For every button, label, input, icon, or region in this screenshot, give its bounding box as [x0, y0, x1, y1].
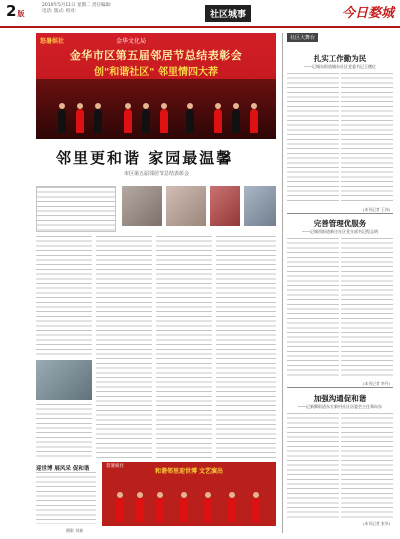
dancer-figure [76, 109, 84, 133]
body-text-column [341, 413, 393, 518]
stage-scene [36, 79, 276, 139]
event-photo [210, 186, 240, 226]
article-title: 邻里更和谐 家园最温馨 [56, 149, 234, 167]
story-author: (本刊记者 张华) [363, 521, 390, 526]
summary-box [36, 186, 116, 232]
dancer-figure [250, 109, 258, 133]
masthead [0, 0, 400, 28]
story-subtitle: ——记城西街道新庄社区党支部书记程志明 [302, 229, 378, 234]
page-number-value: 2 [6, 2, 17, 20]
divider [287, 213, 393, 214]
story-author: (本刊记者 王伟) [363, 207, 390, 212]
hero-headline: 金华市区第五届邻居节总结表彰会 [69, 49, 243, 62]
dancer-figure [186, 109, 194, 133]
column-kicker: 社区大舞台 [287, 33, 318, 42]
section-label: 社区城事 [205, 5, 251, 22]
story-subtitle: ——记城东街道城东社区党委书记王德亿 [304, 64, 376, 69]
story-subtitle: ——记新狮街道东方新村社区居委会主任郑向东 [298, 404, 382, 409]
body-text-column [341, 73, 393, 203]
body-text-column [287, 73, 339, 203]
performance-photo [102, 462, 276, 526]
body-text-column [341, 238, 393, 378]
article-subtitle: 市区第五届邻居节总结表彰会 [124, 171, 190, 177]
page-number [6, 2, 24, 20]
dancer-figure [228, 498, 236, 522]
dancer-figure [180, 498, 188, 522]
dancer-figure [142, 109, 150, 133]
bottom-headline: 迎世博 展风采 促和谐 [36, 466, 90, 472]
body-text-column [156, 236, 212, 458]
dancer-figure [232, 109, 240, 133]
dancer-figure [204, 498, 212, 522]
story-title: 加强沟通促和谐 [313, 394, 367, 403]
event-photo [166, 186, 206, 226]
dancer-figure [214, 109, 222, 133]
hero-sponsor-right: 金华文化局 [116, 38, 147, 45]
dancer-figure [124, 109, 132, 133]
dancer-figure [156, 498, 164, 522]
meta-line-1: 2010年5月11日 星期二 责任编辑: [42, 3, 112, 8]
dancer-figure [160, 109, 168, 133]
story-title: 完善管理优服务 [313, 219, 367, 228]
banner-title: 和谐邻里迎世博 文艺演出 [154, 468, 224, 475]
divider [287, 387, 393, 388]
newspaper-logo: 今日婺城 [341, 6, 394, 21]
banner-sponsor: 怒暑娱社 [106, 464, 124, 469]
body-text-column [216, 236, 276, 458]
body-text-column [36, 404, 92, 458]
story-title: 扎实工作勤为民 [313, 54, 367, 63]
body-text-column [287, 238, 339, 378]
dancer-figure [136, 498, 144, 522]
event-photo [244, 186, 276, 226]
dancer-figure [252, 498, 260, 522]
event-photo [36, 360, 92, 400]
issue-meta [42, 3, 202, 15]
event-photo [122, 186, 162, 226]
meta-line-2: 电话: 版式: 校对: [42, 9, 77, 14]
photo-credit: 摄影 刘新 [66, 528, 84, 533]
body-text-column [287, 413, 339, 518]
right-column [282, 33, 396, 533]
hero-slogan: 创"和谐社区" 邻里情四大荐 [94, 67, 218, 78]
hero-sponsor-left: 怒暑娱社 [40, 38, 65, 45]
body-text-column [36, 236, 92, 356]
story-author: (本刊记者 李丹) [363, 381, 390, 386]
dancer-figure [116, 498, 124, 522]
dancer-figure [58, 109, 66, 133]
dancer-figure [94, 109, 102, 133]
page-suffix: 版 [17, 10, 25, 18]
hero-banner-photo [36, 33, 276, 139]
body-text-column [96, 236, 152, 458]
body-text-column [36, 472, 96, 524]
